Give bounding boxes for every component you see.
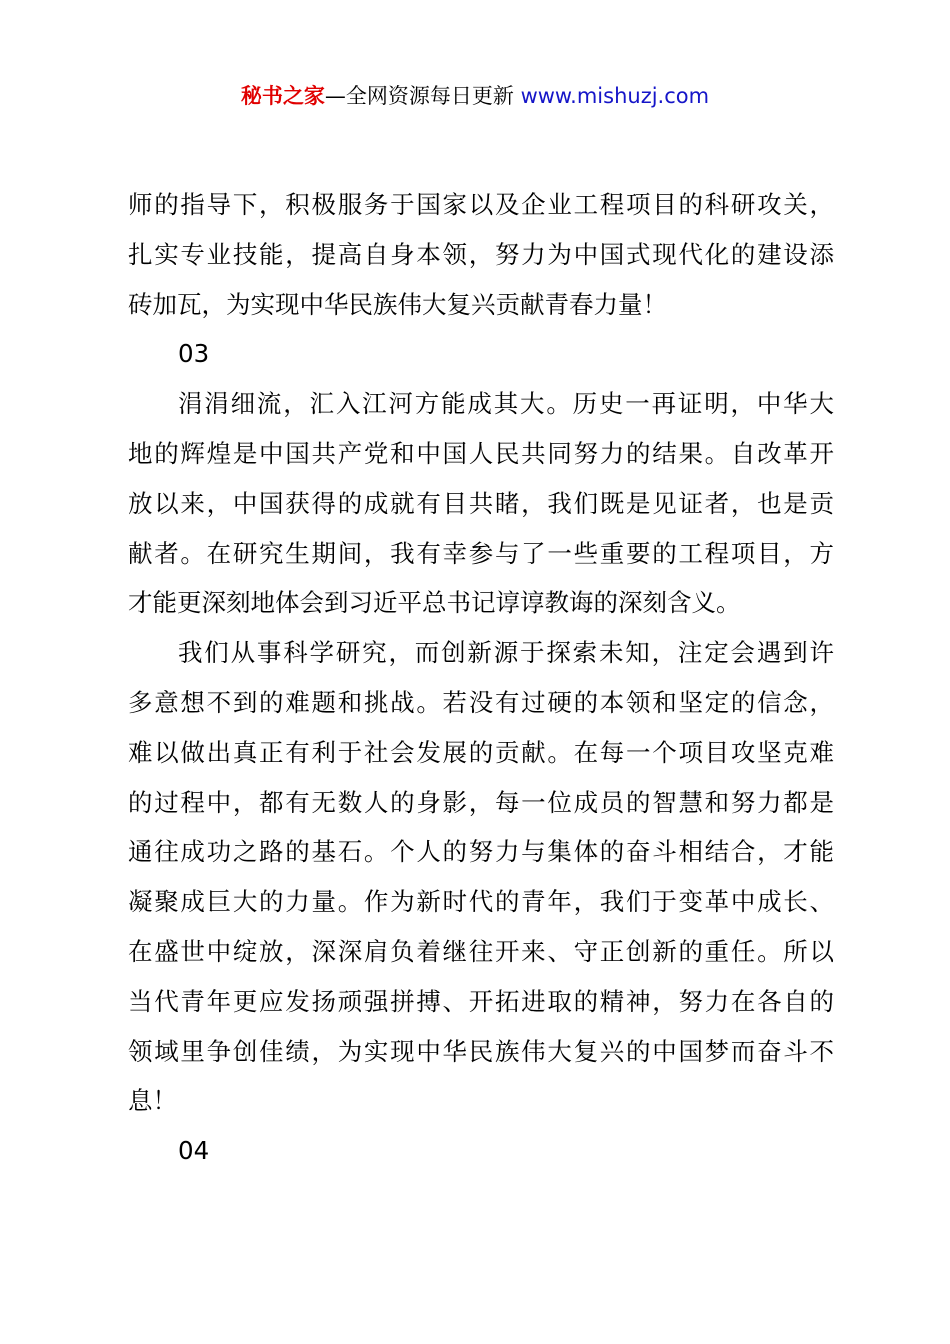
text-line: 多意想不到的难题和挑战。若没有过硬的本领和坚定的信念， [128,687,834,717]
text-line: 才能更深刻地体会到习近平总书记谆谆教诲的深刻含义。 [128,588,741,618]
text-line: 难以做出真正有利于社会发展的贡献。在每一个项目攻坚克难 [128,737,834,767]
text-line: 的过程中，都有无数人的身影，每一位成员的智慧和努力都是 [128,787,834,817]
brand-name: 秘书之家 [240,84,325,108]
text-line: 在盛世中绽放，深深肩负着继往开来、守正创新的重任。所以 [128,936,834,966]
text-line: 当代青年更应发扬顽强拼搏、开拓进取的精神，努力在各自的 [128,986,834,1016]
text-line: 献者。在研究生期间，我有幸参与了一些重要的工程项目，方 [128,538,834,568]
page-header [0,80,950,112]
site-url[interactable]: www.mishuzj.com [520,84,710,108]
text-line: 我们从事科学研究，而创新源于探索未知，注定会遇到许 [178,638,834,668]
text-line: 扎实专业技能，提高自身本领，努力为中国式现代化的建设添 [128,239,834,269]
document-body [128,180,834,1176]
text-line: 砖加瓦，为实现中华民族伟大复兴贡献青春力量！ [128,289,667,319]
text-line: 师的指导下，积极服务于国家以及企业工程项目的科研攻关， [128,190,834,219]
header-slogan: —全网资源每日更新 [324,84,514,108]
text-line: 地的辉煌是中国共产党和中国人民共同努力的结果。自改革开 [128,438,834,468]
text-line: 凝聚成巨大的力量。作为新时代的青年，我们于变革中成长、 [128,887,834,917]
text-line: 涓涓细流，汇入江河方能成其大。历史一再证明，中华大 [178,389,834,419]
text-line: 通往成功之路的基石。个人的努力与集体的奋斗相结合，才能 [128,837,834,867]
section-number: 03 [178,339,210,369]
section-number: 04 [178,1136,210,1166]
text-line: 领域里争创佳绩，为实现中华民族伟大复兴的中国梦而奋斗不 [128,1036,834,1066]
text-line: 息！ [128,1086,177,1116]
text-line: 放以来，中国获得的成就有目共睹，我们既是见证者，也是贡 [128,488,834,518]
